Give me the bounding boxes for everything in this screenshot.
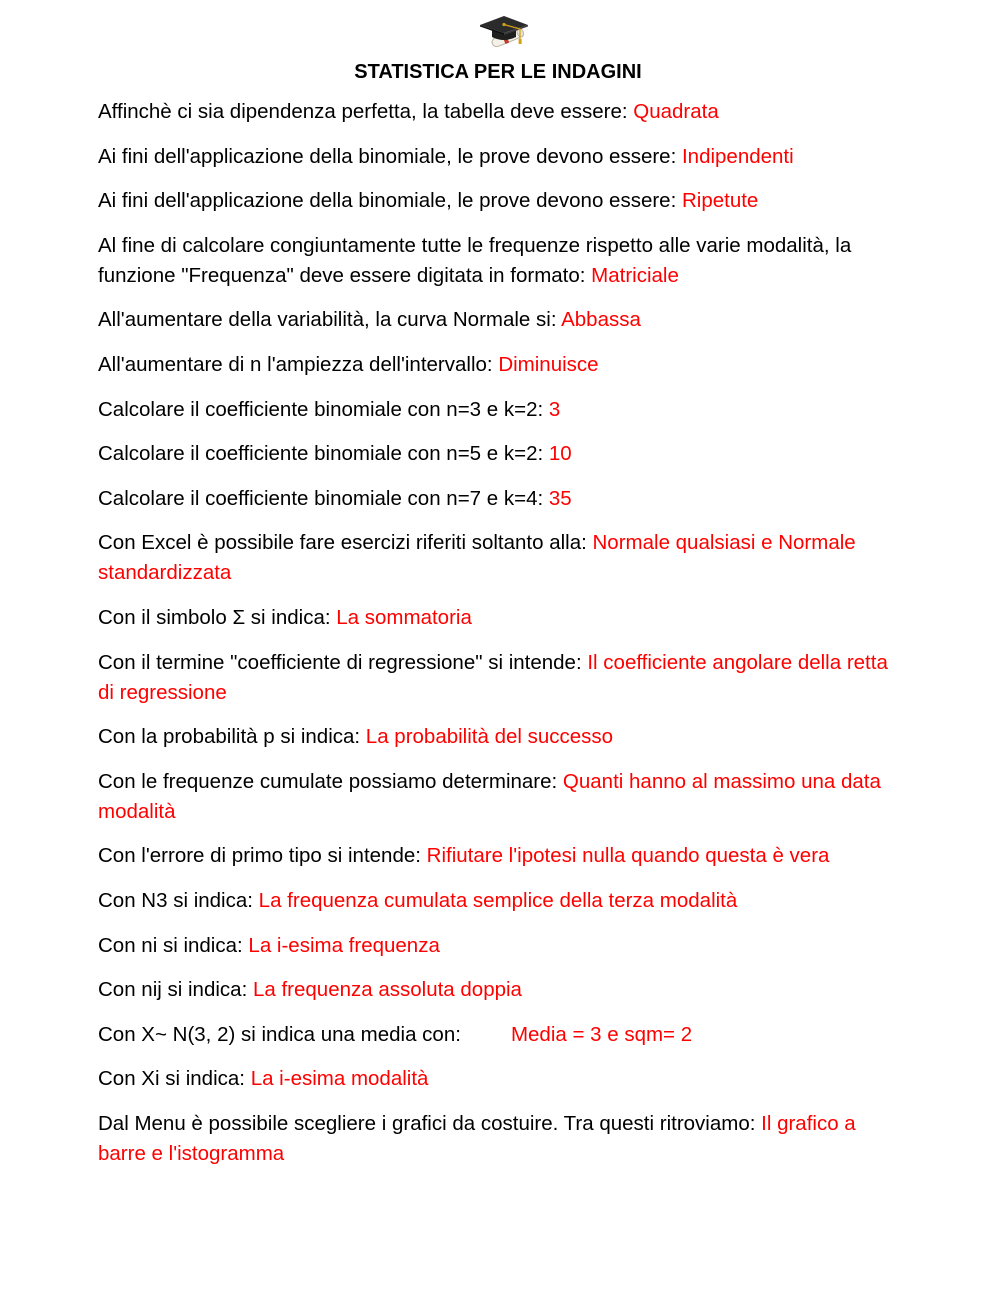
qa-item [98,305,888,335]
answer-text: Diminuisce [498,352,599,376]
question-text: Calcolare il coefficiente binomiale con n=7 e k=4: [98,486,549,510]
qa-item [98,142,888,172]
question-text: Con Excel è possibile fare esercizi riferiti soltanto alla: [98,531,593,555]
answer-text: La i-esima frequenza [248,933,440,957]
question-text: Al fine di calcolare congiuntamente tutte le frequenze rispetto alle varie modalità, la funzione "Frequenza" deve essere digitata in formato: [98,233,852,287]
question-text: All'aumentare della variabilità, la curva Normale si: [98,308,562,332]
question-text: All'aumentare di n l'ampiezza dell'intervallo: [98,352,499,376]
question-text: Con ni si indica: [98,933,249,957]
answer-text: Rifiutare l'ipotesi nulla quando questa è vera [426,844,830,868]
question-text: Ai fini dell'applicazione della binomiale, le prove devono essere: [98,189,682,213]
question-text: Calcolare il coefficiente binomiale con n=5 e k=2: [98,442,549,466]
answer-text: Media = 3 e sqm= 2 [510,1022,693,1046]
qa-item [98,395,888,425]
question-text: Con la probabilità p si indica: [98,725,366,749]
question-answer-list [98,97,888,1183]
answer-text: La frequenza cumulata semplice della terza modalità [258,888,738,912]
answer-text: La i-esima modalità [250,1067,429,1091]
qa-item [98,722,888,752]
question-text: Affinchè ci sia dipendenza perfetta, la tabella deve essere: [98,100,634,123]
answer-text: 10 [548,442,572,466]
qa-item [98,975,888,1005]
qa-item [98,1064,888,1094]
qa-item [98,439,888,469]
question-text: Con nij si indica: [98,978,253,1002]
question-text: Dal Menu è possibile scegliere i grafici da costuire. Tra questi ritroviamo: [98,1111,762,1135]
graduation-cap-diploma-icon [476,12,532,52]
answer-text: Il coefficiente angolare della retta di regressione [98,650,888,704]
answer-text: Normale qualsiasi e Normale standardizzata [98,531,856,585]
question-text: Con l'errore di primo tipo si intende: [98,844,427,868]
qa-item [98,1020,888,1050]
answer-text: La frequenza assoluta doppia [252,978,522,1002]
answer-text: Indipendenti [681,144,794,168]
answer-text: 35 [548,486,572,510]
answer-text: Il grafico a barre e l'istogramma [98,1111,856,1165]
answer-text: 3 [548,397,561,421]
qa-item [98,231,888,291]
qa-item [98,931,888,961]
question-text: Con Xi si indica: [98,1067,251,1091]
qa-item [98,886,888,916]
answer-text: Abbassa [561,308,641,332]
answer-text: Quadrata [633,100,719,123]
qa-item [98,97,888,127]
qa-item [98,648,888,708]
qa-item [98,528,888,588]
question-text: Con le frequenze cumulate possiamo determinare: [98,769,563,793]
qa-item [98,484,888,514]
question-text: Ai fini dell'applicazione della binomiale, le prove devono essere: [98,144,682,168]
answer-text: La probabilità del successo [365,725,614,749]
answer-text: Ripetute [681,189,759,213]
question-text: Con X~ N(3, 2) si indica una media con: [98,1022,461,1046]
qa-item [98,767,888,827]
answer-text: Matriciale [591,263,679,287]
qa-item [98,1109,888,1169]
answer-text: Quanti hanno al massimo una data modalità [98,769,881,823]
answer-text: La sommatoria [336,605,472,629]
question-text: Con il simbolo Σ si indica: [98,605,337,629]
question-text: Con N3 si indica: [98,888,259,912]
question-text: Con il termine "coefficiente di regressione" si intende: [98,650,588,674]
qa-item [98,603,888,633]
document-title: STATISTICA PER LE INDAGINI [354,61,642,83]
question-text: Calcolare il coefficiente binomiale con n=3 e k=2: [98,397,549,421]
qa-item [98,841,888,871]
qa-item [98,186,888,216]
qa-item [98,350,888,380]
